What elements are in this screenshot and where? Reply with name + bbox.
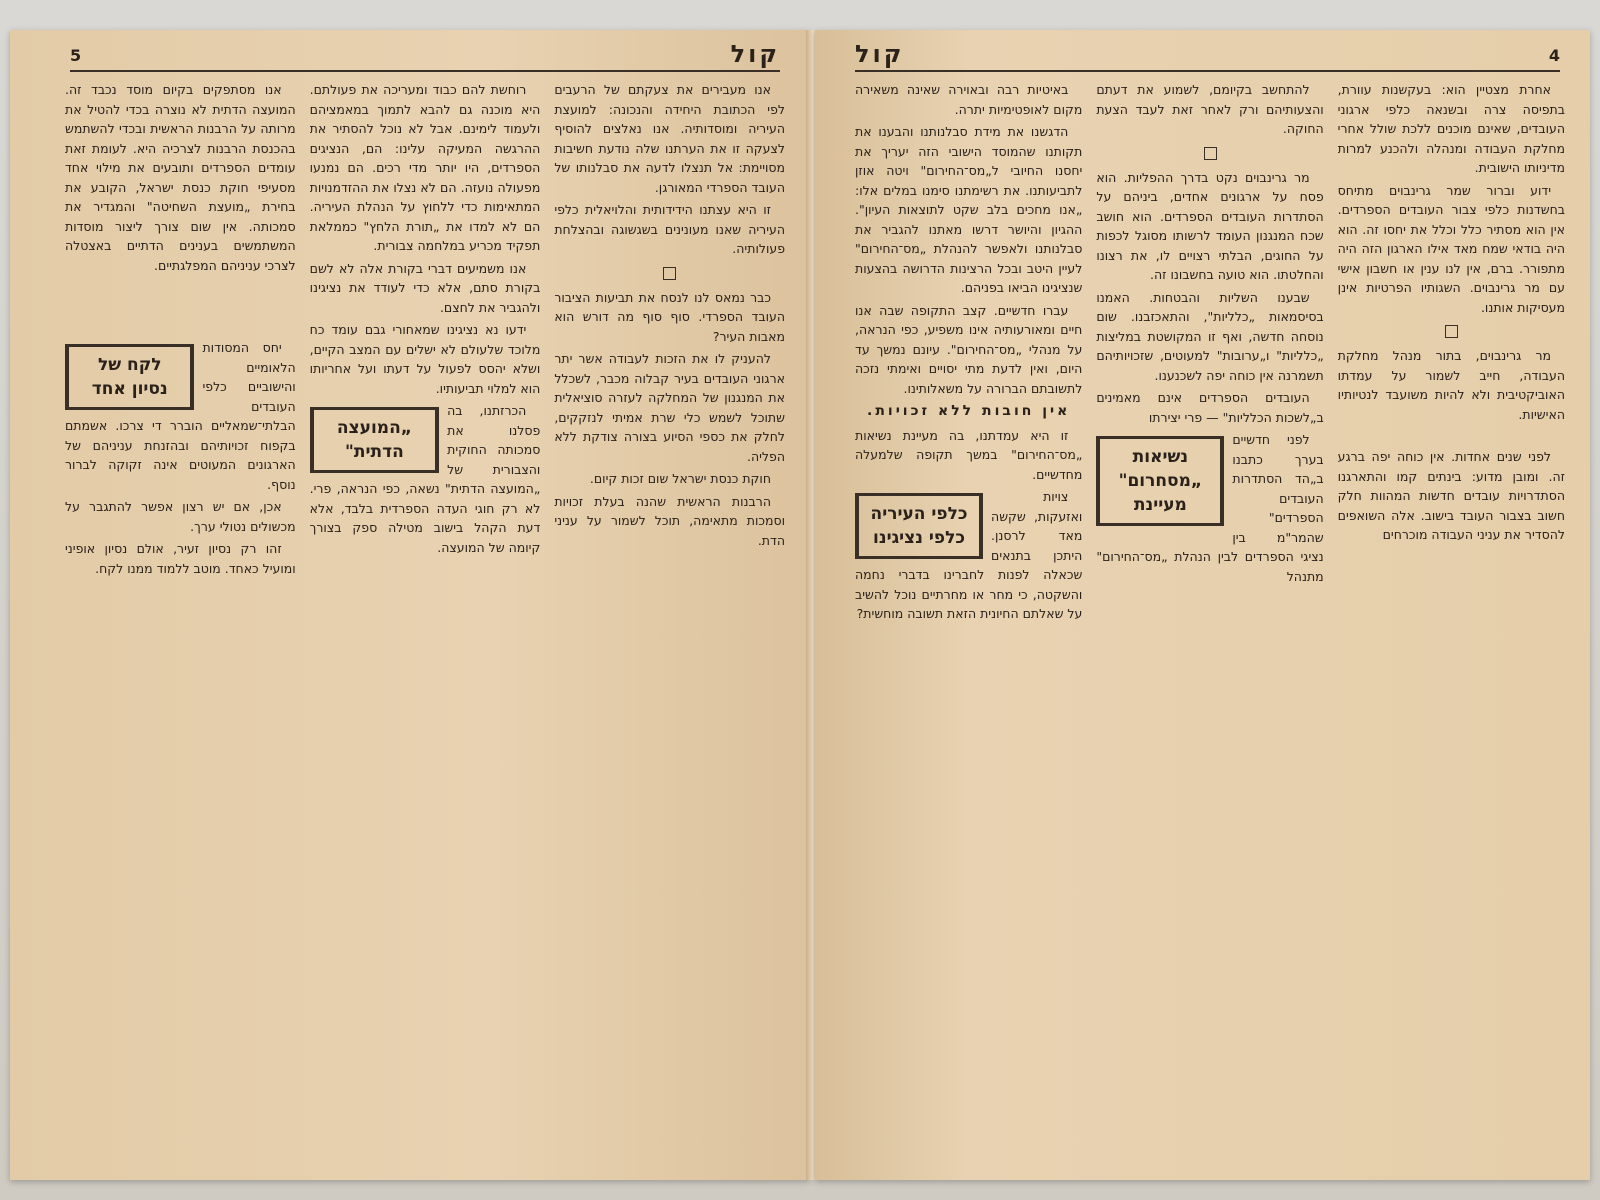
columns: [65, 80, 785, 1160]
page-header: [855, 40, 1560, 72]
subheading: אין חובות ללא זכויות.: [867, 403, 1071, 419]
page-4: [815, 30, 1590, 1180]
column-3: [65, 80, 296, 1160]
paragraph: יחס המסודות הלאומיים והישוביים כלפי העובדים הבלתי־שמאליים הוברר די צרכו. אשמתם בקפוח זכויותיהם ובהזנחת עניניהם של הארגונים המעוטים אינה זקוקה לברור נוסף.: [64, 340, 296, 492]
paragraph: זו היא עצתנו הידידותית והלויאלית כלפי העיריה שאנו מעונינים בשגשוגה ובהצלחת פעולותיה.: [554, 202, 785, 256]
paragraph: להעניק לו את הזכות לעבודה אשר יתר ארגוני העובדים בעיר קבלוה מכבר, לשכלל את המנגנון של המחלקה לעזרה סוציאלית שתוכל לשמש כלי שרת אמיתי לנזקקים, לחלק את כספי הסיוע בצורה צודקת ללא הפליה.: [554, 351, 785, 464]
paragraph: להתחשב בקיומם, לשמוע את דעתם והצעותיהם ורק לאחר זאת לעבד הצעת החוקה.: [1096, 82, 1324, 136]
paragraph: זהו רק נסיון זעיר, אולם נסיון אופיני ומועיל כאחד. מוטב ללמוד ממנו לקח.: [64, 541, 296, 576]
paragraph: אנו מסתפקים בקיום מוסד נכבד זה. המועצה הדתית לא נוצרה בכדי להטיל את מרותה על הרבנות הראשית ובכדי להשתמש בהכנסת הרבנות לצרכיה היא. לעומת זאת עומדים הספרדים ותובעים את מילוי אחד מסעיפי חוקת כנסת ישראל, הקובע את בחירת „מועצת השחיטה" והמגדיר את סמכותה. אין שום צורך ליצור מוסדות המשתמשים בענינים הדתיים באצטלה לצרכי עניניהם המפלגתיים.: [64, 82, 296, 273]
boxed-headline: לקח של נסיון אחד: [65, 344, 194, 410]
paragraph: מר גרינבוים נקט בדרך ההפליות. הוא פסח על ארגונים אחדים, ביניהם על הסתדרות העובדים הספרדים. הוא חושב שכח המנגנון העומד לרשותו מסוגל לכפות על החוגים, הבלתי רצויים לו, את רצונו והחלטתו. הוא טועה בחשבונו זה.: [1096, 169, 1324, 282]
masthead: קול: [855, 40, 905, 68]
section-separator-icon: [1445, 325, 1458, 338]
page-number: 5: [70, 46, 82, 65]
paragraph: ידוע וברור שמר גרינבוים מתיחס בחשדנות כלפי צבור העובדים הספרדים. אין הוא מסתיר כלל וכלל את יחסו זה. הוא היה בודאי שמח מאד אילו הארגון הזה היה מתפורר. ברם, אין לנו ענין או חשבון אישי עם מר גרינבוים. השגותיו הפרטיות אינן מעסיקות אותנו.: [1337, 182, 1565, 315]
masthead: קול: [730, 40, 780, 68]
paragraph: מר גרינבוים, בתור מנהל מחלקת העבודה, חייב לשמור על עמדתו האוביקטיבית ולא להיות משועבד לנטיותיו האישיות.: [1337, 348, 1565, 422]
paragraph: כבר נמאס לנו לנסח את תביעות הציבור העובד הספרדי. סוף סוף מה דורש הוא מאבות העיר?: [554, 289, 785, 344]
paragraph: באיטיות רבה ובאוירה שאינה משאירה מקום לאופטימיות יתרה.: [855, 82, 1083, 117]
paragraph: שבענו השליות והבטחות. האמנו בסיסמאות „כלליות", והתאכזבנו. שום נוסחה חדשה, ואף זו המקושטת במליצות „כלליות" ו„ערובות" למעוטים, שזכויותיהם תשמרנה אין כוחה יפה לשכנענו.: [1096, 289, 1324, 383]
section-separator-icon: [1204, 147, 1217, 160]
boxed-headline: „המועצה הדתית": [310, 407, 439, 473]
section-separator-icon: [663, 267, 676, 280]
paragraph: הכרזתנו, בה פסלנו את סמכותה החוקית והצבורית של „המועצה הדתית" נשאה, כפי הנראה, פרי. לא רק חוגי העדה הספרדית בלבד, אלא דעת הקהל בישוב מטילה ספק בצורך קיומה של המועצה.: [309, 403, 541, 555]
paragraph: לפני שנים אחדות. אין כוחה יפה ברגע זה. ומובן מדוע: בינתים קמו והתארגנו הסתדרויות עובדים חדשות המהוות חלק חשוב בצבור העובד בישוב. אלה השואפים להסדיר את עניני העבודה מוכרחים: [1337, 449, 1565, 542]
paragraph: רוחשת להם כבוד ומעריכה את פעולתם. היא מוכנה גם להבא לתמוך במאמציהם ולעמוד לימינם. אבל לא נוכל להסתיר את ההרגשה המעיקה עלינו: הם, הנציגים הספרדים, היו יותר מדי רכים. הם נמנעו מפעולה נועזה. הם לא נצלו את ההזדמנויות המתאימות כדי ללחוץ על הנהלת העיריה. הם לא למדו את „תורת הלחץ" כממלאת תפקיד מכריע במלחמה צבורית.: [309, 82, 541, 253]
page-number: 4: [1548, 46, 1560, 65]
paragraph: עברו חדשיים. קצב התקופה שבה אנו חיים ומאורעותיה אינו משפיע, כפי הנראה, על מנהלי „מס־החירום". עיונם נמשך עד היום, ואין לדעת מתי יסויים ואימתי נזכה לתשובתם הברורה על משאלותינו.: [855, 302, 1083, 396]
column-2: [1096, 80, 1323, 1160]
paragraph: אנו משמיעים דברי בקורת אלה לא לשם בקורת סתם, אלא כדי לעודד את נציגינו ולהגביר את לחצם.: [309, 260, 541, 315]
paragraph: צויות ואזעקות, שקשה מאד לרסנן. היתכן בתנאים שכאלה לפנות לחברינו בדברי נחמה והשקטה, כי מחר או מחרתיים נוכל להשיב על שאלתם החיונית הזאת תשובה מוחשית?: [855, 489, 1083, 621]
page-5: [10, 30, 810, 1180]
paragraph: הדגשנו את מידת סבלנותנו והבענו את תקותנו שהמוסד הישובי הזה יעריך את יחסנו החיובי ל„מס־החירום" ויטה אוזן לתביעותנו. את רשימתנו סימנו במלים אלו: „אנו מחכים בלב שקט לתוצאות העיון". ההגיון והיושר דרשו מאתנו להגביר את סבלנותנו ולאפשר להנהלת „מס־החירום" לעיין היטב ובכל הרצינות הדרושה בהצעות שנציגינו הביאו בפניהם.: [855, 124, 1083, 295]
paragraph: לפני חדשיים בערך כתבנו ב„הד הסתדרות העובדים הספרדים" שהמר"מ בין נציגי הספרדים לבין הנהלת „מס־החירום" מתנהל: [1096, 432, 1324, 584]
columns: [855, 80, 1565, 1160]
column-2: [310, 80, 541, 1160]
page-header: [70, 40, 780, 72]
boxed-headline: נשיאות „מסחרום" מעיינת: [1096, 436, 1224, 526]
paragraph: חוקת כנסת ישראל שום זכות קיום.: [589, 471, 771, 486]
newspaper-spread: [10, 30, 1590, 1180]
column-1: [1338, 80, 1565, 1160]
column-1: [554, 80, 785, 1160]
paragraph: ידעו נא נציגינו שמאחורי גבם עומד כח מלוכד שלעולם לא ישלים עם המצב הקיים, ושלא יהסס לפעול על דעתו ועל אחריותו הוא למלוי תביעותיו.: [309, 322, 541, 396]
paragraph: זו היא עמדתנו, בה מעיינת נשיאות „מס־החירום" במשך תקופה שלמעלה מחדשיים.: [855, 427, 1083, 482]
paragraph: הרבנות הראשית שהנה בעלת זכויות וסמכות מתאימה, תוכל לשמור על עניני הדת.: [554, 493, 785, 548]
paragraph: העובדים הספרדים אינם מאמינים ב„לשכות הכלליות" — פרי יצירתו: [1096, 390, 1324, 425]
column-3: [855, 80, 1082, 1160]
paragraph: אחרת מצטיין הוא: בעקשנות עוורת, בתפיסה צרה ובשנאה כלפי ארגוני העובדים, שאינם מוכנים ללכת שולל אחרי מחלקת העבודה ומנהלה ולהכנע למרות מדיניותו הישובית.: [1337, 82, 1565, 175]
paragraph: אנו מעבירים את צעקתם של הרעבים לפי הכתובת היחידה והנכונה: למועצת העיריה ומוסדותיה. אנו נאלצים להוסיף לצעקה זו את הערתנו שלה נודעת חשיבות מסויימת: אל תנצלו לדעה את סבלנותו של העובד הספרדי המאורגן.: [554, 82, 785, 195]
paragraph: אכן, אם יש רצון אפשר להתגבר על מכשולים נטולי ערך.: [64, 499, 296, 534]
boxed-headline: כלפי העיריה כלפי נציגינו: [855, 493, 983, 559]
